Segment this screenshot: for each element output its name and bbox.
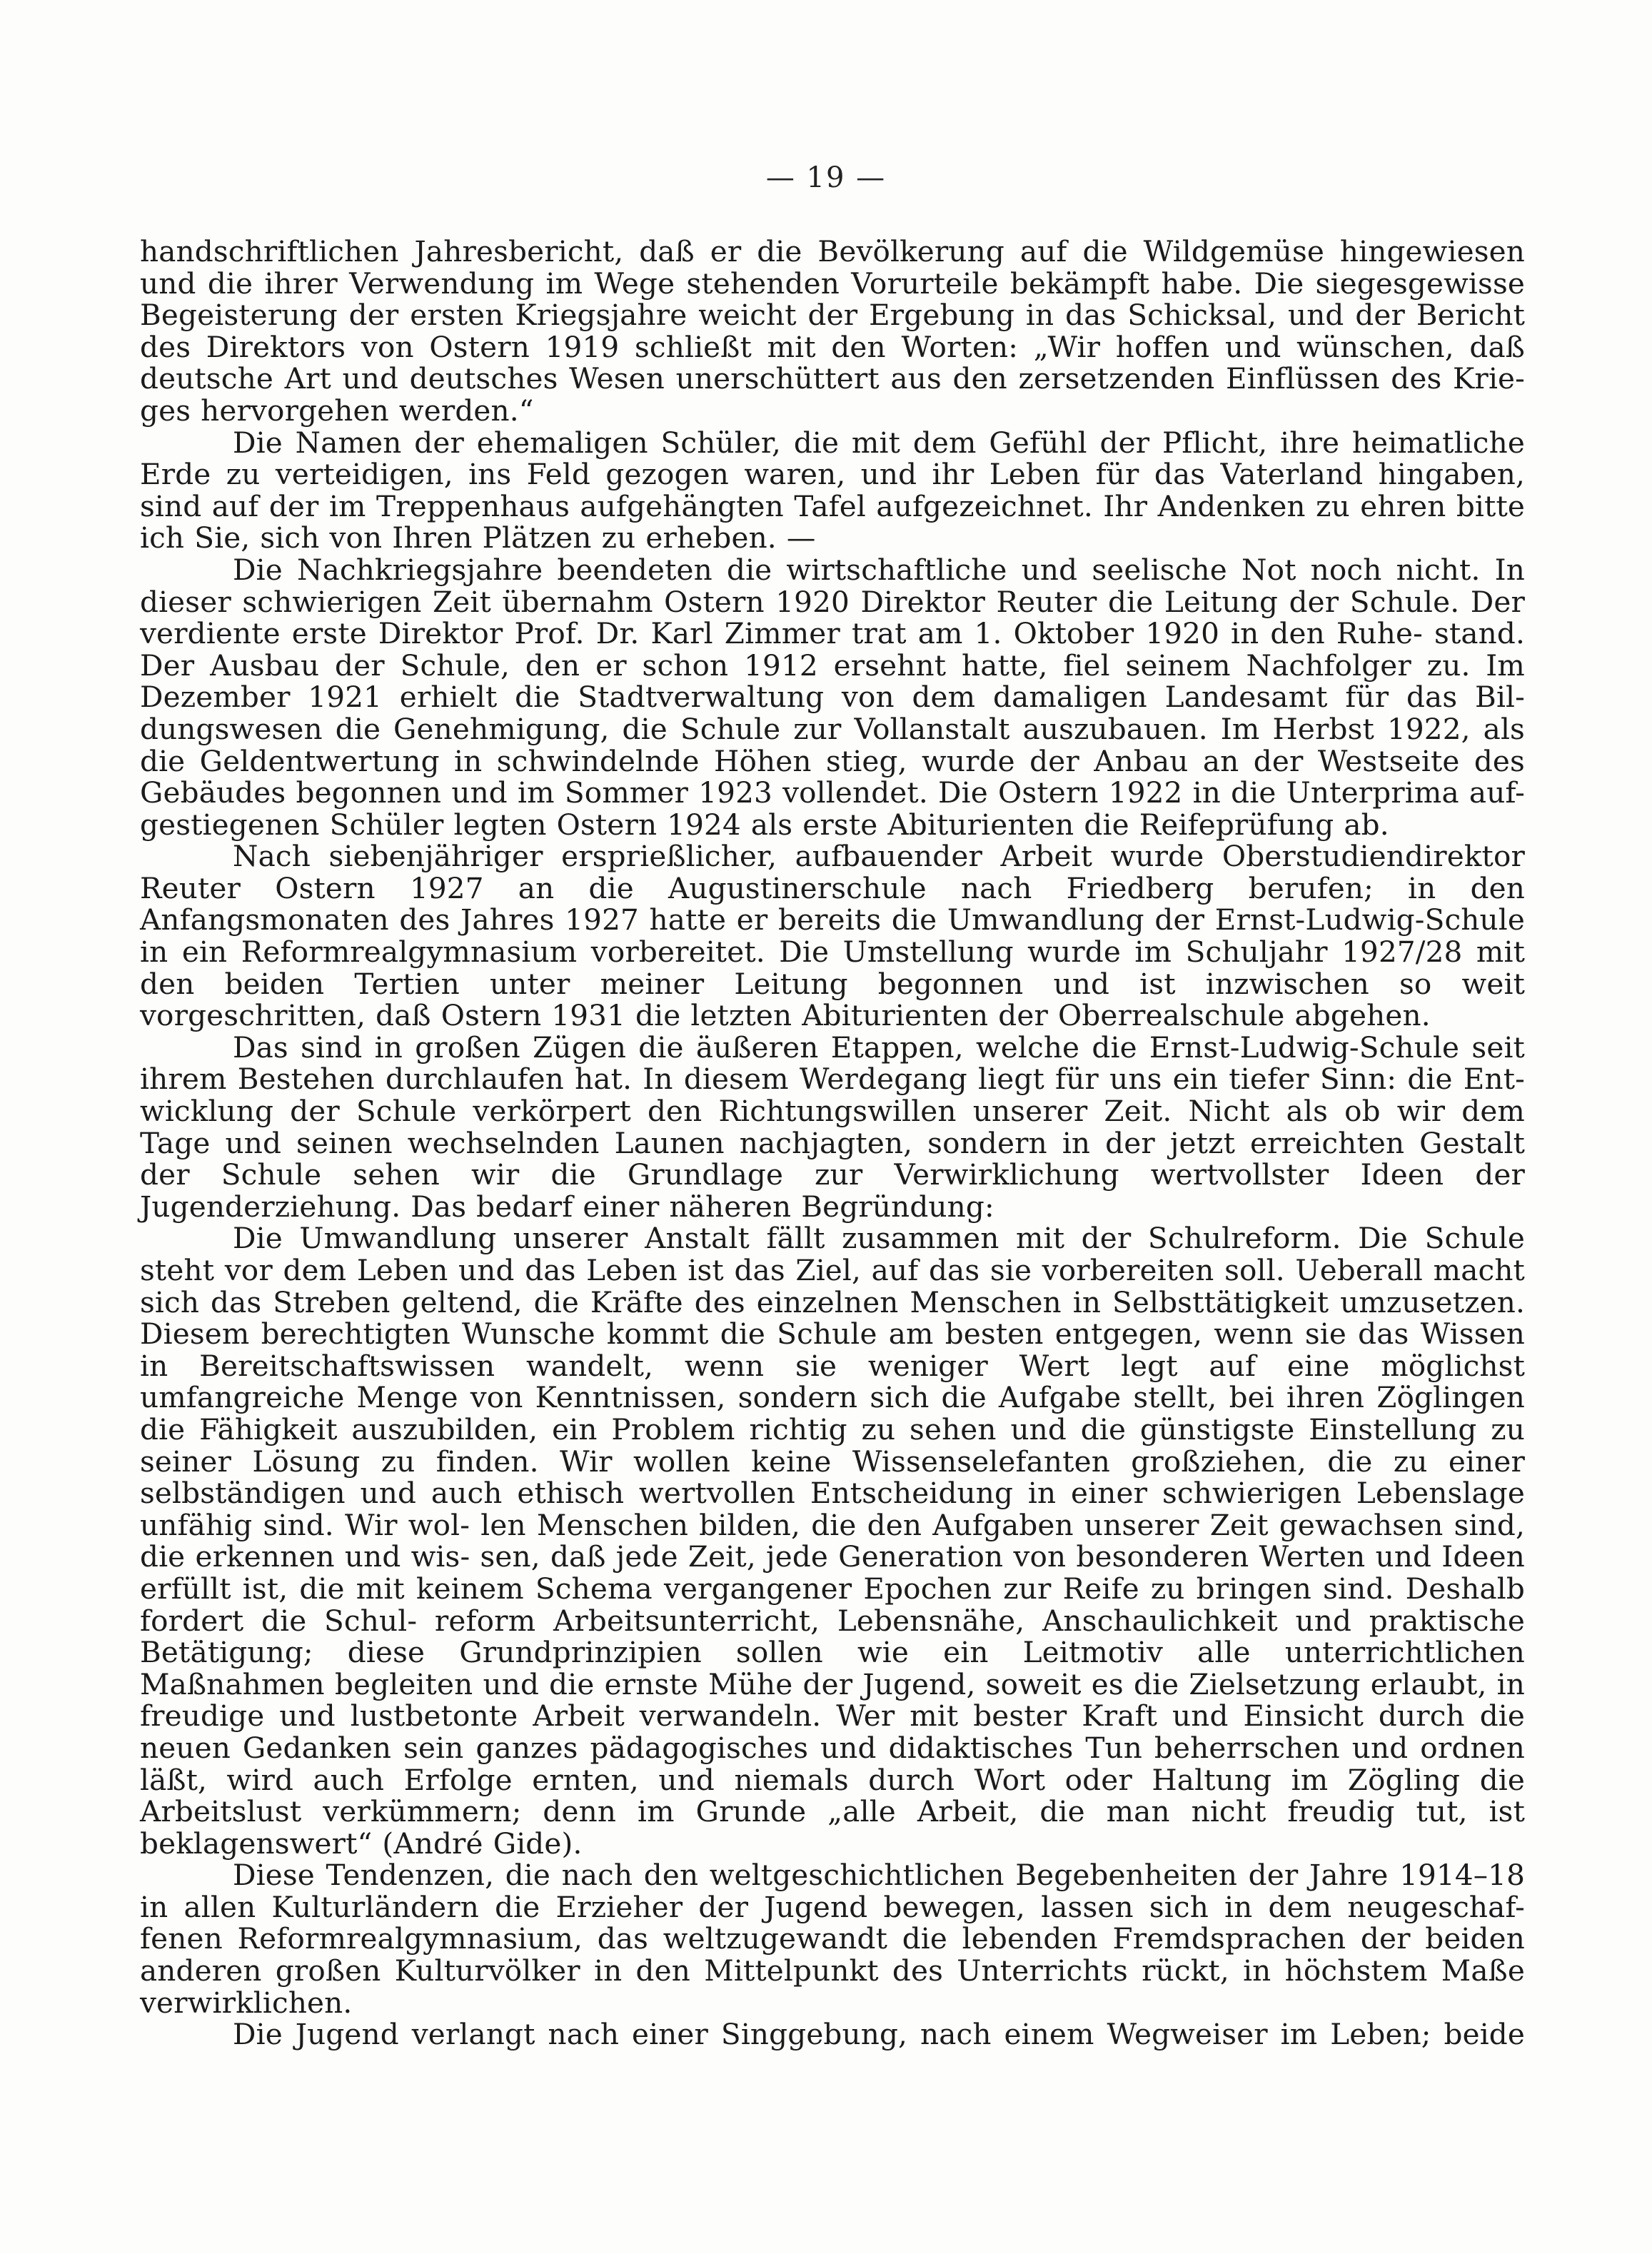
paragraph-4: Nach siebenjähriger ersprießlicher, aufbauender Arbeit wurde Oberstudiendirektor Reuter Ostern 1927 an die Augustinerschule nach Friedberg berufen; in den Anfangsmonaten des Jahres 1927 hatte er bereits die Umwandlung der Ernst-Ludwig-Schule in ein Reformrealgymnasium vorbereitet. Die Umstellung wurde im Schuljahr 1927/28 mit den beiden Tertien unter meiner Leitung begonnen und ist inzwischen so weit vorgeschritten, daß Ostern 1931 die letzten Abiturienten der Oberrealschule abgehen. <box>140 839 1525 1033</box>
paragraph-6: Die Umwandlung unserer Anstalt fällt zusammen mit der Schulreform. Die Schule steht vor dem Leben und das Leben ist das Ziel, auf das sie vorbereiten soll. Ueberall macht sich das Streben geltend, die Kräfte des einzelnen Menschen in Selbsttätigkeit umzusetzen. Diesem berechtigten Wunsche kommt die Schule am besten entgegen, wenn sie das Wissen in Bereitschaftswissen wandelt, wenn sie weniger Wert legt auf eine möglichst umfangreiche Menge von Kenntnissen, sondern sich die Aufgabe stellt, bei ihren Zöglingen die Fähigkeit auszubilden, ein Problem richtig zu sehen und die günstigste Einstellung zu seiner Lösung zu finden. Wir wollen keine Wissenselefanten großziehen, die zu einer selbständigen und auch ethisch wertvollen Entscheidung in einer schwierigen Lebenslage unfähig sind. Wir wol- len Menschen bilden, die den Aufgaben unserer Zeit gewachsen sind, die erkennen und wis- sen, daß jede Zeit, jede Generation von besonderen Werten und Ideen erfüllt ist, die mit keinem Schema vergangener Epochen zur Reife zu bringen sind. Deshalb fordert die Schul- reform Arbeitsunterricht, Lebensnähe, Anschaulichkeit und praktische Betätigung; diese Grundprinzipien sollen wie ein Leitmotiv alle unterrichtlichen Maßnahmen begleiten und die ernste Mühe der Jugend, soweit es die Zielsetzung erlaubt, in freudige und lustbetonte Arbeit verwandeln. Wer mit bester Kraft und Einsicht durch die neuen Gedanken sein ganzes pädagogisches und didaktisches Tun beherrschen und ordnen läßt, wird auch Erfolge ernten, und niemals durch Wort oder Haltung im Zögling die Arbeitslust verkümmern; denn im Grunde „alle Arbeit, die man nicht freudig tut, ist beklagenswert“ (André Gide). <box>140 1221 1525 1861</box>
page-number: — 19 — <box>765 161 887 194</box>
paragraph-7: Diese Tendenzen, die nach den weltgeschichtlichen Begebenheiten der Jahre 1914–18 in allen Kulturländern die Erzieher der Jugend bewegen, lassen sich in dem neugeschaf- fenen Reformrealgymnasium, das weltzugewandt die lebenden Fremdsprachen der beiden anderen großen Kulturvölker in den Mittelpunkt des Unterrichts rückt, in höchstem Maße verwirklichen. <box>140 1858 1525 2020</box>
paragraph-8: Die Jugend verlangt nach einer Singgebung, nach einem Wegweiser im Leben; beide <box>233 2017 1525 2052</box>
paragraph-1-continued: handschriftlichen Jahresbericht, daß er die Bevölkerung auf die Wildgemüse hingewiesen und die ihrer Verwendung im Wege stehenden Vorurteile bekämpft habe. Die siegesgewisse Begeisterung der ersten Kriegsjahre weicht der Ergebung in das Schicksal, und der Bericht des Direktors von Ostern 1919 schließt mit den Worten: „Wir hoffen und wünschen, daß deutsche Art und deutsches Wesen unerschüttert aus den zersetzenden Einflüssen des Krie- ges hervorgehen werden.“ <box>140 234 1525 428</box>
body-text <box>140 236 1525 2051</box>
paragraph-3: Die Nachkriegsjahre beendeten die wirtschaftliche und seelische Not noch nicht. In dieser schwierigen Zeit übernahm Ostern 1920 Direktor Reuter die Leitung der Schule. Der verdiente erste Direktor Prof. Dr. Karl Zimmer trat am 1. Oktober 1920 in den Ruhe- stand. Der Ausbau der Schule, den er schon 1912 ersehnt hatte, fiel seinem Nachfolger zu. Im Dezember 1921 erhielt die Stadtverwaltung von dem damaligen Landesamt für das Bil- dungswesen die Genehmigung, die Schule zur Vollanstalt auszubauen. Im Herbst 1922, als die Geldentwertung in schwindelnde Höhen stieg, wurde der Anbau an der Westseite des Gebäudes begonnen und im Sommer 1923 vollendet. Die Ostern 1922 in die Unterprima auf- gestiegenen Schüler legten Ostern 1924 als erste Abiturienten die Reifeprüfung ab. <box>140 552 1525 842</box>
paragraph-5: Das sind in großen Zügen die äußeren Etappen, welche die Ernst-Ludwig-Schule seit ihrem Bestehen durchlaufen hat. In diesem Werdegang liegt für uns ein tiefer Sinn: die Ent- wicklung der Schule verkörpert den Richtungswillen unserer Zeit. Nicht als ob wir dem Tage und seinen wechselnden Launen nachjagten, sondern in der jetzt erreichten Gestalt der Schule sehen wir die Grundlage zur Verwirklichung wertvollster Ideen der Jugenderziehung. Das bedarf einer näheren Begründung: <box>140 1030 1525 1224</box>
paragraph-2: Die Namen der ehemaligen Schüler, die mit dem Gefühl der Pflicht, ihre heimatliche Erde zu verteidigen, ins Feld gezogen waren, und ihr Leben für das Vaterland hingaben, sind auf der im Treppenhaus aufgehängten Tafel aufgezeichnet. Ihr Andenken zu ehren bitte ich Sie, sich von Ihren Plätzen zu erheben. — <box>140 425 1525 555</box>
